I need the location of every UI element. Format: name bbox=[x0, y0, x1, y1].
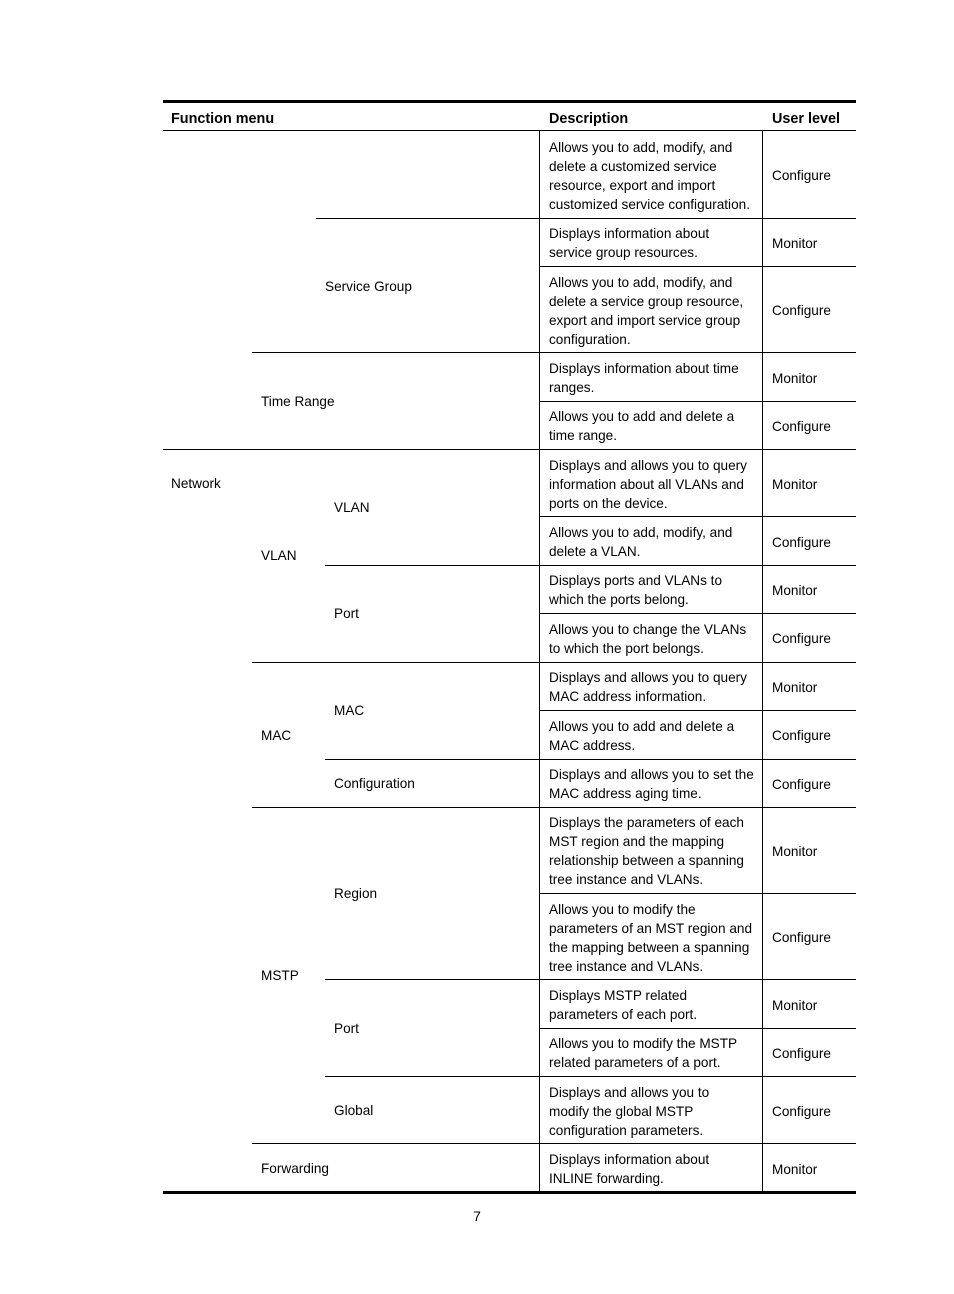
header-description: Description bbox=[549, 111, 629, 127]
table-top-rule bbox=[163, 100, 856, 103]
row-description: Allows you to change the VLANs to which the port belongs. bbox=[549, 622, 747, 656]
row-user-level: Configure bbox=[772, 930, 831, 945]
menu-mstp: MSTP bbox=[261, 968, 299, 983]
row-user-level: Monitor bbox=[772, 680, 818, 695]
row-divider bbox=[325, 1076, 856, 1077]
row-divider bbox=[316, 218, 856, 219]
row-divider bbox=[539, 516, 856, 517]
row-user-level: Configure bbox=[772, 1104, 831, 1119]
menu-service-group: Service Group bbox=[325, 279, 412, 294]
header-function-menu: Function menu bbox=[171, 111, 275, 127]
menu-forwarding: Forwarding bbox=[261, 1161, 329, 1176]
menu-time-range: Time Range bbox=[261, 394, 335, 409]
row-description: Allows you to add, modify, and delete a service group resource, export and import service group configuration. bbox=[549, 275, 744, 347]
menu-mstp-port: Port bbox=[334, 1021, 359, 1036]
table-bottom-rule bbox=[163, 1191, 856, 1194]
menu-mac-configuration: Configuration bbox=[334, 776, 415, 791]
row-description: Displays information about time ranges. bbox=[549, 361, 739, 395]
row-description: Displays and allows you to set the MAC address aging time. bbox=[549, 767, 754, 801]
menu-vlan-port: Port bbox=[334, 606, 359, 621]
row-user-level: Monitor bbox=[772, 371, 818, 386]
row-user-level: Configure bbox=[772, 777, 831, 792]
row-user-level: Monitor bbox=[772, 477, 818, 492]
row-divider bbox=[325, 759, 856, 760]
row-user-level: Configure bbox=[772, 1046, 831, 1061]
header-bottom-rule bbox=[163, 130, 856, 131]
row-user-level: Configure bbox=[772, 631, 831, 646]
row-divider bbox=[539, 613, 856, 614]
row-divider bbox=[539, 893, 856, 894]
row-divider bbox=[252, 1143, 856, 1144]
menu-mac-mac: MAC bbox=[334, 703, 365, 718]
menu-network: Network bbox=[171, 476, 221, 491]
row-user-level: Configure bbox=[772, 419, 831, 434]
row-divider bbox=[539, 710, 856, 711]
row-user-level: Monitor bbox=[772, 583, 818, 598]
menu-vlan: VLAN bbox=[261, 548, 297, 563]
row-description: Displays information about INLINE forwarding. bbox=[549, 1152, 710, 1186]
row-divider bbox=[539, 266, 856, 267]
row-description: Allows you to modify the parameters of an MST region and the mapping between a spanning tree instance and VLANs. bbox=[549, 902, 753, 974]
row-user-level: Monitor bbox=[772, 1162, 818, 1177]
row-divider bbox=[325, 565, 856, 566]
row-user-level: Configure bbox=[772, 535, 831, 550]
row-description: Displays and allows you to modify the global MSTP configuration parameters. bbox=[549, 1085, 710, 1138]
row-divider bbox=[252, 352, 856, 353]
row-description: Displays information about service group resources. bbox=[549, 226, 710, 260]
menu-mac: MAC bbox=[261, 728, 292, 743]
header-user-level: User level bbox=[772, 111, 841, 127]
row-user-level: Monitor bbox=[772, 844, 818, 859]
row-description: Allows you to add and delete a time range. bbox=[549, 409, 735, 443]
menu-mstp-region: Region bbox=[334, 886, 378, 901]
row-divider bbox=[252, 807, 856, 808]
row-description: Displays the parameters of each MST region and the mapping relationship between a spanning tree instance and VLANs. bbox=[549, 815, 744, 887]
menu-mstp-global: Global bbox=[334, 1103, 374, 1118]
menu-vlan-vlan: VLAN bbox=[334, 500, 370, 515]
page-number: 7 bbox=[473, 1208, 481, 1224]
row-description: Displays and allows you to query information about all VLANs and ports on the device. bbox=[549, 458, 747, 511]
row-divider bbox=[252, 662, 856, 663]
row-description: Displays and allows you to query MAC address information. bbox=[549, 670, 747, 704]
row-description: Allows you to add, modify, and delete a customized service resource, export and import customized service configuration. bbox=[549, 140, 750, 212]
row-description: Displays MSTP related parameters of each port. bbox=[549, 988, 698, 1022]
row-divider bbox=[163, 449, 856, 450]
row-user-level: Configure bbox=[772, 168, 831, 183]
row-divider bbox=[539, 1028, 856, 1029]
row-divider bbox=[325, 979, 856, 980]
row-user-level: Monitor bbox=[772, 998, 818, 1013]
row-divider bbox=[539, 401, 856, 402]
row-description: Allows you to add, modify, and delete a VLAN. bbox=[549, 525, 733, 559]
row-description: Displays ports and VLANs to which the ports belong. bbox=[549, 573, 723, 607]
row-description: Allows you to modify the MSTP related parameters of a port. bbox=[549, 1036, 738, 1070]
row-user-level: Monitor bbox=[772, 236, 818, 251]
row-user-level: Configure bbox=[772, 303, 831, 318]
row-description: Allows you to add and delete a MAC address. bbox=[549, 719, 735, 753]
row-user-level: Configure bbox=[772, 728, 831, 743]
